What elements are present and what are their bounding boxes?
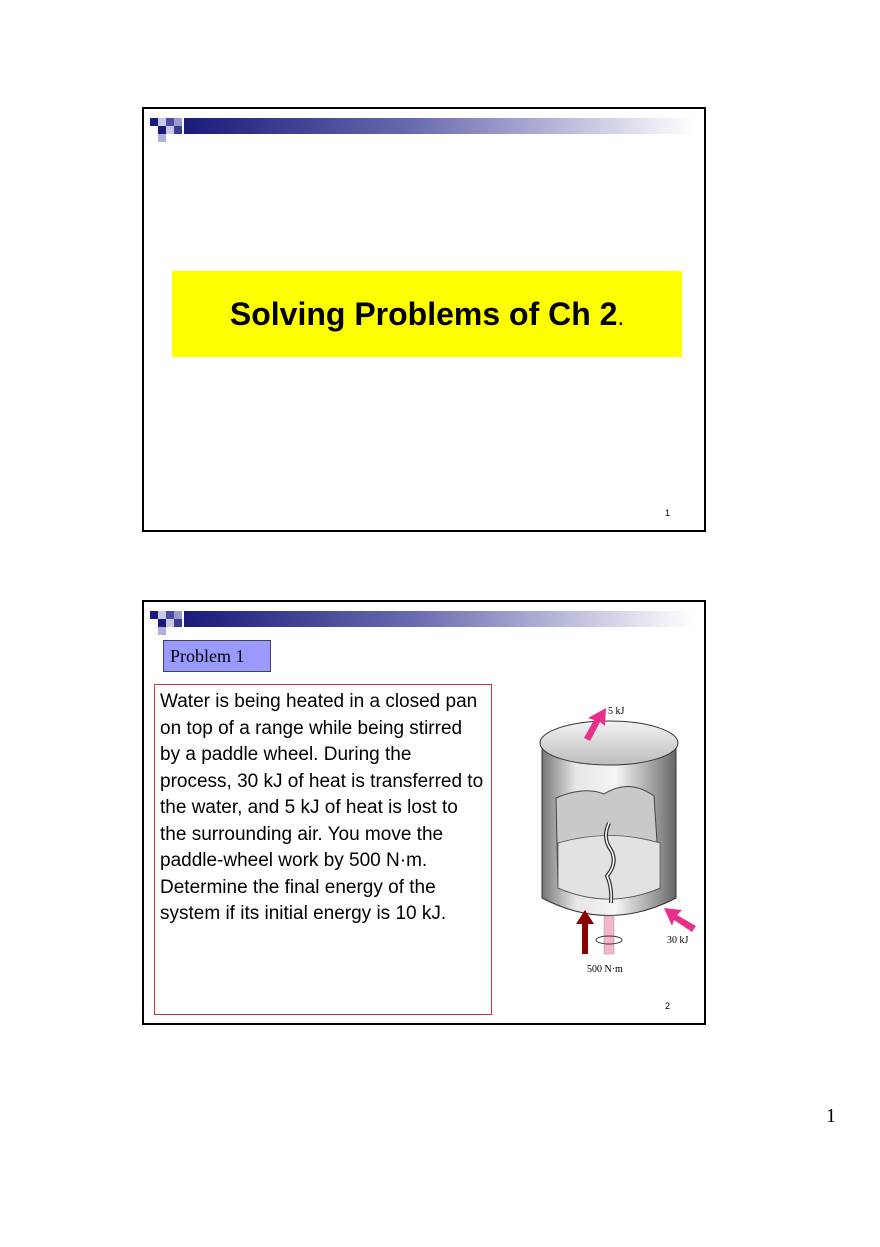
slide-1 bbox=[142, 107, 706, 532]
slide-number: 1 bbox=[664, 508, 670, 518]
slide-number: 2 bbox=[664, 1001, 670, 1011]
problem-statement: Water is being heated in a closed pan on top of a range while being stirred by a paddle wheel. During the process, 30 kJ of heat is transferred to the water, and 5 kJ of heat is lost to the surrounding air. You move the paddle-wheel work by 500 N·m. Determine the final energy of the system if its initial energy is 10 kJ. bbox=[154, 684, 492, 1015]
work-label: 500 N·m bbox=[587, 964, 623, 975]
problem-label: Problem 1 bbox=[163, 640, 271, 672]
pan-diagram bbox=[514, 698, 704, 998]
shaft bbox=[604, 916, 614, 954]
slide-2 bbox=[142, 600, 706, 1025]
title-banner bbox=[172, 271, 682, 357]
work-arrow bbox=[576, 910, 594, 954]
slide-header-decoration bbox=[144, 602, 708, 642]
page-number: 1 bbox=[826, 1105, 836, 1127]
heat-out-label: 5 kJ bbox=[608, 706, 625, 717]
heat-in-arrow bbox=[664, 908, 696, 932]
pan-lid bbox=[540, 721, 678, 765]
slide-header-decoration bbox=[144, 109, 708, 149]
heat-in-label: 30 kJ bbox=[667, 935, 689, 946]
slide-title: Solving Problems of Ch 2. bbox=[229, 295, 625, 332]
